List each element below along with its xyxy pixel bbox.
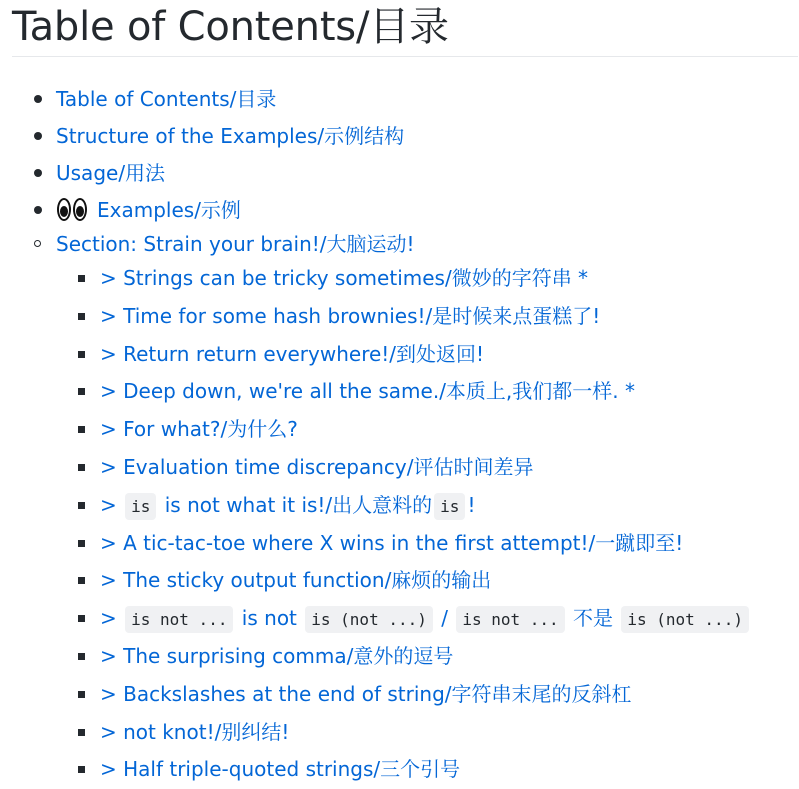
inline-code: is not ... (125, 606, 233, 633)
toc-link[interactable]: > Deep down, we're all the same./本质上,我们都一样. * (100, 379, 635, 404)
inline-code: is (not ...) (305, 606, 433, 633)
toc-section-item (14, 229, 799, 789)
link-text: is not what it is!/出人意料的 (158, 492, 433, 517)
bullet-disc (34, 95, 42, 103)
toc-link[interactable]: > Backslashes at the end of string/字符串末尾的反斜杠 (100, 681, 632, 706)
bullet-square (78, 615, 85, 622)
inline-code: is (125, 493, 156, 520)
bullet-circle (34, 240, 41, 247)
toc-item (12, 81, 799, 118)
bullet-disc (34, 206, 42, 214)
list-item (78, 373, 799, 411)
list-item (78, 676, 799, 714)
inline-code: is not ... (456, 606, 564, 633)
bullet-square (78, 426, 85, 433)
link-text: 不是 (566, 606, 620, 631)
list-item (78, 751, 799, 789)
toc-link[interactable]: > The sticky output function/麻烦的输出 (100, 568, 492, 593)
list-item (78, 638, 799, 676)
list-item (78, 298, 799, 336)
toc-link-section-strain-your-brain[interactable]: Section: Strain your brain!/大脑运动! (56, 232, 415, 256)
toc-subsublist (78, 260, 799, 789)
toc-link[interactable]: > Return return everywhere!/到处返回! (100, 341, 485, 366)
toc-item (12, 192, 799, 789)
bullet-disc (34, 169, 42, 177)
bullet-square (78, 388, 85, 395)
bullet-square (78, 729, 85, 736)
list-item (78, 525, 799, 563)
toc-item (12, 155, 799, 192)
bullet-square (78, 653, 85, 660)
bullet-disc (34, 132, 42, 140)
toc-link-table-of-contents[interactable]: Table of Contents/目录 (56, 87, 277, 111)
toc-link[interactable]: > Evaluation time discrepancy/评估时间差异 (100, 454, 534, 479)
toc-link[interactable]: > Time for some hash brownies!/是时候来点蛋糕了! (100, 303, 601, 328)
bullet-square (78, 502, 85, 509)
link-text: is not (235, 606, 304, 631)
list-item (78, 487, 799, 525)
link-text: / (434, 606, 455, 631)
toc-link[interactable]: > not knot!/别纠结! (100, 719, 290, 744)
toc-link-examples[interactable]: Examples/示例 (97, 198, 241, 222)
eyes-emoji-icon (56, 197, 89, 223)
toc-link[interactable]: > A tic-tac-toe where X wins in the first attempt!/一蹴即至! (100, 530, 684, 555)
bullet-square (78, 577, 85, 584)
list-item (78, 336, 799, 374)
link-text: ! (467, 492, 476, 517)
bullet-square (78, 540, 85, 547)
list-item (78, 260, 799, 298)
bullet-square (78, 351, 85, 358)
toc-link-is-not-what-it-is[interactable] (100, 493, 475, 517)
toc-link-is-not-is-not[interactable] (100, 606, 751, 630)
list-item (78, 449, 799, 487)
toc-link[interactable]: > For what?/为什么? (100, 417, 298, 442)
inline-code: is (not ...) (621, 606, 749, 633)
link-text: > (100, 606, 124, 631)
toc-list (12, 81, 799, 789)
toc-link[interactable]: > The surprising comma/意外的逗号 (100, 643, 454, 668)
list-item (78, 600, 799, 638)
toc-link-structure[interactable]: Structure of the Examples/示例结构 (56, 124, 405, 148)
list-item (78, 714, 799, 752)
bullet-square (78, 691, 85, 698)
bullet-square (78, 766, 85, 773)
toc-sublist (56, 229, 799, 789)
bullet-square (78, 464, 85, 471)
link-text: > (100, 492, 124, 517)
page-title: Table of Contents/目录 (12, 0, 798, 57)
bullet-square (78, 275, 85, 282)
inline-code: is (434, 493, 465, 520)
toc-link-usage[interactable]: Usage/用法 (56, 161, 166, 185)
list-item (78, 411, 799, 449)
toc-link[interactable]: > Strings can be tricky sometimes/微妙的字符串 * (100, 266, 589, 290)
bullet-square (78, 313, 85, 320)
toc-item (12, 118, 799, 155)
list-item (78, 562, 799, 600)
toc-link[interactable]: > Half triple-quoted strings/三个引号 (100, 757, 461, 782)
